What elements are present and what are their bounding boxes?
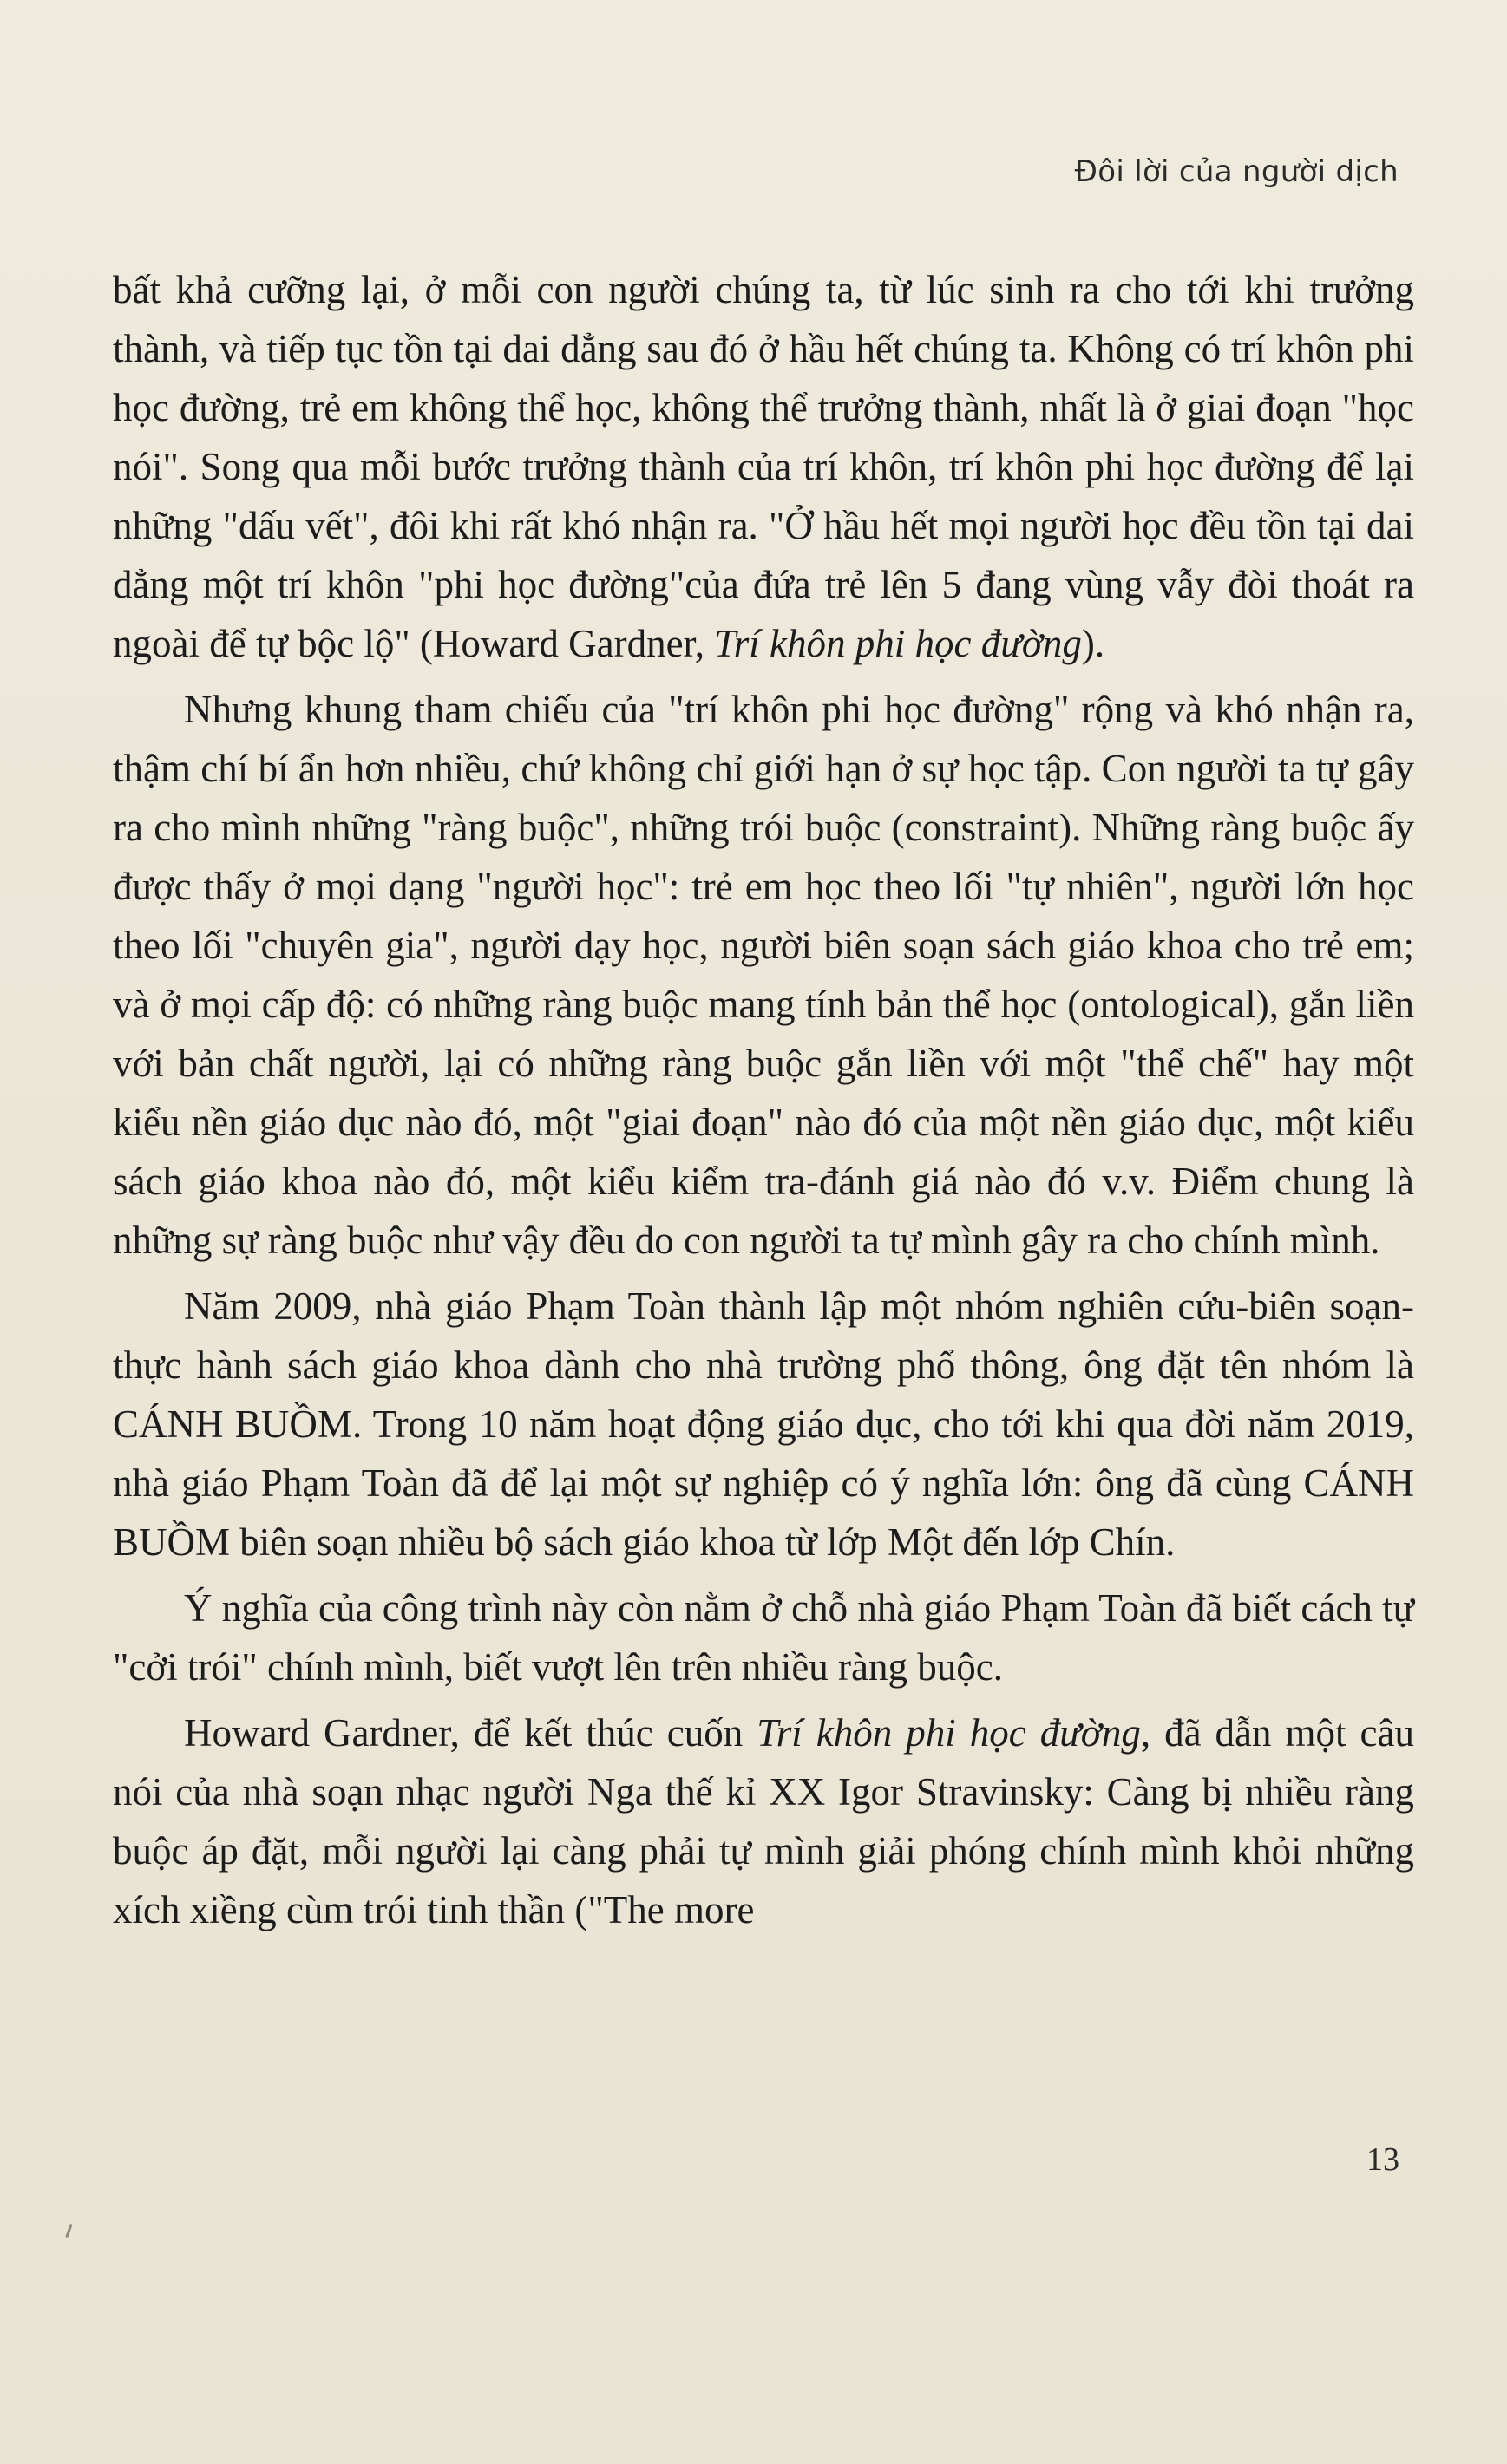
body-text: [113, 260, 1414, 1946]
text-run: bất khả cưỡng lại, ở mỗi con người chúng ta, từ lúc sinh ra cho tới khi trưởng thành, và tiếp tục tồn tại dai dẳng sau đó ở hầu hết chúng ta. Không có trí khôn phi học đường, trẻ em không thể học, không thể trưởng thành, nhất là ở giai đoạn "học nói". Song qua mỗi bước trưởng thành của trí khôn, trí khôn phi học đường để lại những "dấu vết", đôi khi rất khó nhận ra. "Ở hầu hết mọi người học đều tồn tại dai dẳng một trí khôn "phi học đường"của đứa trẻ lên 5 đang vùng vẫy đòi thoát ra ngoài để tự bộc lộ" (Howard Gardner,: [113, 268, 1414, 665]
paragraph: [113, 1703, 1414, 1939]
paragraph: [113, 680, 1414, 1270]
running-header: Đôi lời của người dịch: [1074, 154, 1399, 189]
page-number: 13: [1366, 2141, 1399, 2178]
italic-title: Trí khôn phi học đường: [714, 622, 1082, 665]
text-run: Howard Gardner, để kết thúc cuốn: [184, 1711, 757, 1755]
text-run: Ý nghĩa của công trình này còn nằm ở chỗ nhà giáo Phạm Toàn đã biết cách tự "cởi trói" chính mình, biết vượt lên trên nhiều ràng buộc.: [113, 1586, 1414, 1689]
text-run: Năm 2009, nhà giáo Phạm Toàn thành lập một nhóm nghiên cứu-biên soạn-thực hành sách giáo khoa dành cho nhà trường phổ thông, ông đặt tên nhóm là CÁNH BUỒM. Trong 10 năm hoạt động giáo dục, cho tới khi qua đời năm 2019, nhà giáo Phạm Toàn đã để lại một sự nghiệp có ý nghĩa lớn: ông đã cùng CÁNH BUỒM biên soạn nhiều bộ sách giáo khoa từ lớp Một đến lớp Chín.: [113, 1284, 1414, 1564]
text-run: Nhưng khung tham chiếu của "trí khôn phi học đường" rộng và khó nhận ra, thậm chí bí ẩn hơn nhiều, chứ không chỉ giới hạn ở sự học tập. Con người ta tự gây ra cho mình những "ràng buộc", những trói buộc (constraint). Những ràng buộc ấy được thấy ở mọi dạng "người học": trẻ em học theo lối "tự nhiên", người lớn học theo lối "chuyên gia", người dạy học, người biên soạn sách giáo khoa cho trẻ em; và ở mọi cấp độ: có những ràng buộc mang tính bản thể học (ontological), gắn liền với bản chất người, lại có những ràng buộc gắn liền với một "thể chế" hay một kiểu nền giáo dục nào đó, một "giai đoạn" nào đó của một nền giáo dục, một kiểu sách giáo khoa nào đó, một kiểu kiểm tra-đánh giá nào đó v.v. Điểm chung là những sự ràng buộc như vậy đều do con người ta tự mình gây ra cho chính mình.: [113, 688, 1414, 1262]
paragraph: [113, 1277, 1414, 1572]
text-run: , đã dẫn một câu nói của nhà soạn nhạc người Nga thế kỉ XX Igor Stravinsky: Càng bị nhiều ràng buộc áp đặt, mỗi người lại càng phải tự mình giải phóng chính mình khỏi những xích xiềng cùm trói tinh thần ("The more: [113, 1711, 1414, 1931]
paragraph: [113, 260, 1414, 673]
italic-title: Trí khôn phi học đường: [757, 1711, 1141, 1755]
stray-mark: [65, 2224, 72, 2238]
paragraph: [113, 1578, 1414, 1696]
text-run: ).: [1081, 622, 1105, 665]
